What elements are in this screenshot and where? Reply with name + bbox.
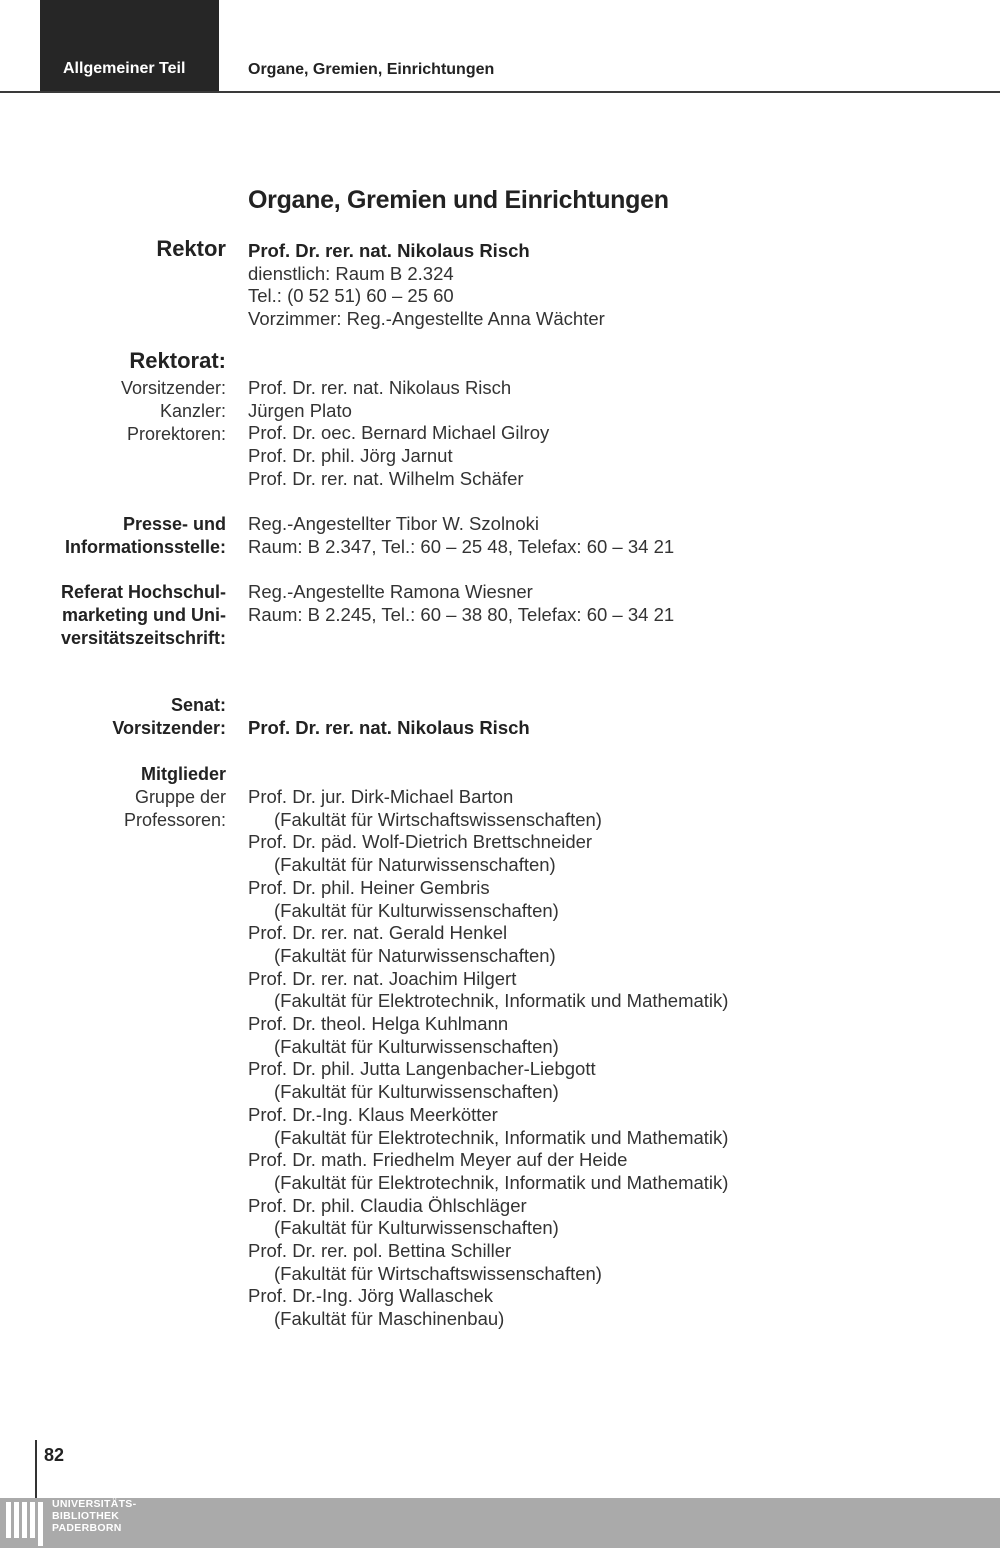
referat-label-line: versitätszeitschrift: [60, 628, 226, 648]
referat-label [61, 581, 226, 650]
member-name: Prof. Dr. jur. Dirk-Michael Barton [248, 786, 514, 807]
rektorat-chancellor-label: Kanzler: [159, 401, 226, 421]
rektor-assistant: Vorzimmer: Reg.-Angestellte Anna Wächter [248, 308, 605, 330]
member-name: Prof. Dr. rer. pol. Bettina Schiller [248, 1240, 512, 1262]
member-faculty: (Fakultät für Kulturwissenschaften) [274, 1035, 559, 1057]
rektorat-chair: Prof. Dr. rer. nat. Nikolaus Risch [248, 377, 512, 398]
referat-block [248, 581, 674, 626]
footer-library-name [52, 1498, 136, 1534]
rektor-block [248, 240, 605, 331]
senat-heading: Senat: [170, 695, 226, 715]
presse-label-line: Presse- und [122, 514, 226, 534]
presse-block [248, 513, 674, 558]
presse-label-line: Informationsstelle: [64, 537, 226, 557]
page-title: Organe, Gremien und Einrichtungen [248, 186, 669, 214]
referat-label-line: Referat Hochschul- [60, 582, 226, 602]
footer-bar [0, 1498, 1000, 1548]
referat-label-line: marketing und Uni- [61, 605, 226, 625]
referat-contact: Raum: B 2.245, Tel.: 60 – 38 80, Telefax: 60 – 34 21 [248, 603, 675, 625]
member-name: Prof. Dr. rer. nat. Joachim Hilgert [248, 967, 517, 989]
footer-line: BIBLIOTHEK [52, 1510, 120, 1522]
university-library-bars-icon [4, 1502, 48, 1546]
member-faculty: (Fakultät für Elektrotechnik, Informatik und Mathematik) [274, 1126, 729, 1148]
referat-person: Reg.-Angestellte Ramona Wiesner [248, 581, 533, 602]
member-name: Prof. Dr. phil. Jutta Langenbacher-Liebgott [248, 1058, 596, 1080]
member-faculty: (Fakultät für Kulturwissenschaften) [274, 1081, 559, 1103]
rektorat-block [248, 377, 549, 491]
rektor-office: dienstlich: Raum B 2.324 [248, 262, 454, 284]
rektorat-vice-label: Prorektoren: [126, 424, 226, 444]
rektorat-chancellor: Jürgen Plato [248, 399, 352, 421]
presse-label [65, 513, 226, 559]
member-faculty: (Fakultät für Kulturwissenschaften) [274, 1217, 559, 1239]
member-faculty: (Fakultät für Kulturwissenschaften) [274, 899, 559, 921]
rektor-label: Rektor [156, 236, 226, 261]
footer-line: PADERBORN [52, 1522, 122, 1534]
group-label-line: Gruppe der [134, 787, 226, 807]
group-label [124, 786, 226, 832]
member-faculty: (Fakultät für Maschinenbau) [274, 1308, 505, 1330]
member-faculty: (Fakultät für Wirtschaftswissenschaften) [274, 808, 602, 830]
senat-chair: Prof. Dr. rer. nat. Nikolaus Risch [248, 717, 530, 738]
vice-rector: Prof. Dr. rer. nat. Wilhelm Schäfer [248, 467, 524, 489]
member-name: Prof. Dr. päd. Wolf-Dietrich Brettschneider [248, 831, 593, 853]
member-name: Prof. Dr. math. Friedhelm Meyer auf der Heide [248, 1149, 628, 1171]
member-faculty: (Fakultät für Elektrotechnik, Informatik und Mathematik) [274, 990, 729, 1012]
page-number: 82 [44, 1445, 65, 1465]
member-faculty: (Fakultät für Elektrotechnik, Informatik und Mathematik) [274, 1171, 729, 1193]
member-faculty: (Fakultät für Naturwissenschaften) [274, 854, 556, 876]
presse-contact: Raum: B 2.347, Tel.: 60 – 25 48, Telefax: 60 – 34 21 [248, 535, 675, 557]
vice-rector: Prof. Dr. oec. Bernard Michael Gilroy [248, 422, 550, 444]
member-name: Prof. Dr.-Ing. Jörg Wallaschek [248, 1285, 494, 1307]
member-faculty: (Fakultät für Naturwissenschaften) [274, 944, 556, 966]
member-name: Prof. Dr. rer. nat. Gerald Henkel [248, 922, 508, 944]
rektorat-chair-label: Vorsitzender: [120, 378, 226, 398]
header-rule [0, 91, 1000, 93]
members-list [248, 786, 728, 1331]
member-name: Prof. Dr. phil. Heiner Gembris [248, 876, 490, 898]
page-number-rule [35, 1440, 37, 1498]
vice-rector: Prof. Dr. phil. Jörg Jarnut [248, 445, 453, 467]
rektorat-heading: Rektorat: [129, 348, 226, 373]
member-name: Prof. Dr. phil. Claudia Öhlschläger [248, 1194, 527, 1216]
member-name: Prof. Dr. theol. Helga Kuhlmann [248, 1013, 509, 1035]
presse-person: Reg.-Angestellter Tibor W. Szolnoki [248, 513, 539, 534]
members-heading: Mitglieder [140, 764, 226, 784]
section-tab: Allgemeiner Teil [40, 0, 219, 92]
group-label-line: Professoren: [123, 810, 226, 830]
member-name: Prof. Dr.-Ing. Klaus Meerkötter [248, 1103, 498, 1125]
rektor-name: Prof. Dr. rer. nat. Nikolaus Risch [248, 240, 530, 261]
footer-line: UNIVERSITÄTS- [52, 1498, 137, 1510]
running-title: Organe, Gremien, Einrichtungen [248, 61, 495, 78]
senat-chair-label: Vorsitzender: [112, 718, 226, 738]
senat-label [112, 694, 226, 740]
rektor-phone: Tel.: (0 52 51) 60 – 25 60 [248, 285, 454, 307]
member-faculty: (Fakultät für Wirtschaftswissenschaften) [274, 1262, 602, 1284]
